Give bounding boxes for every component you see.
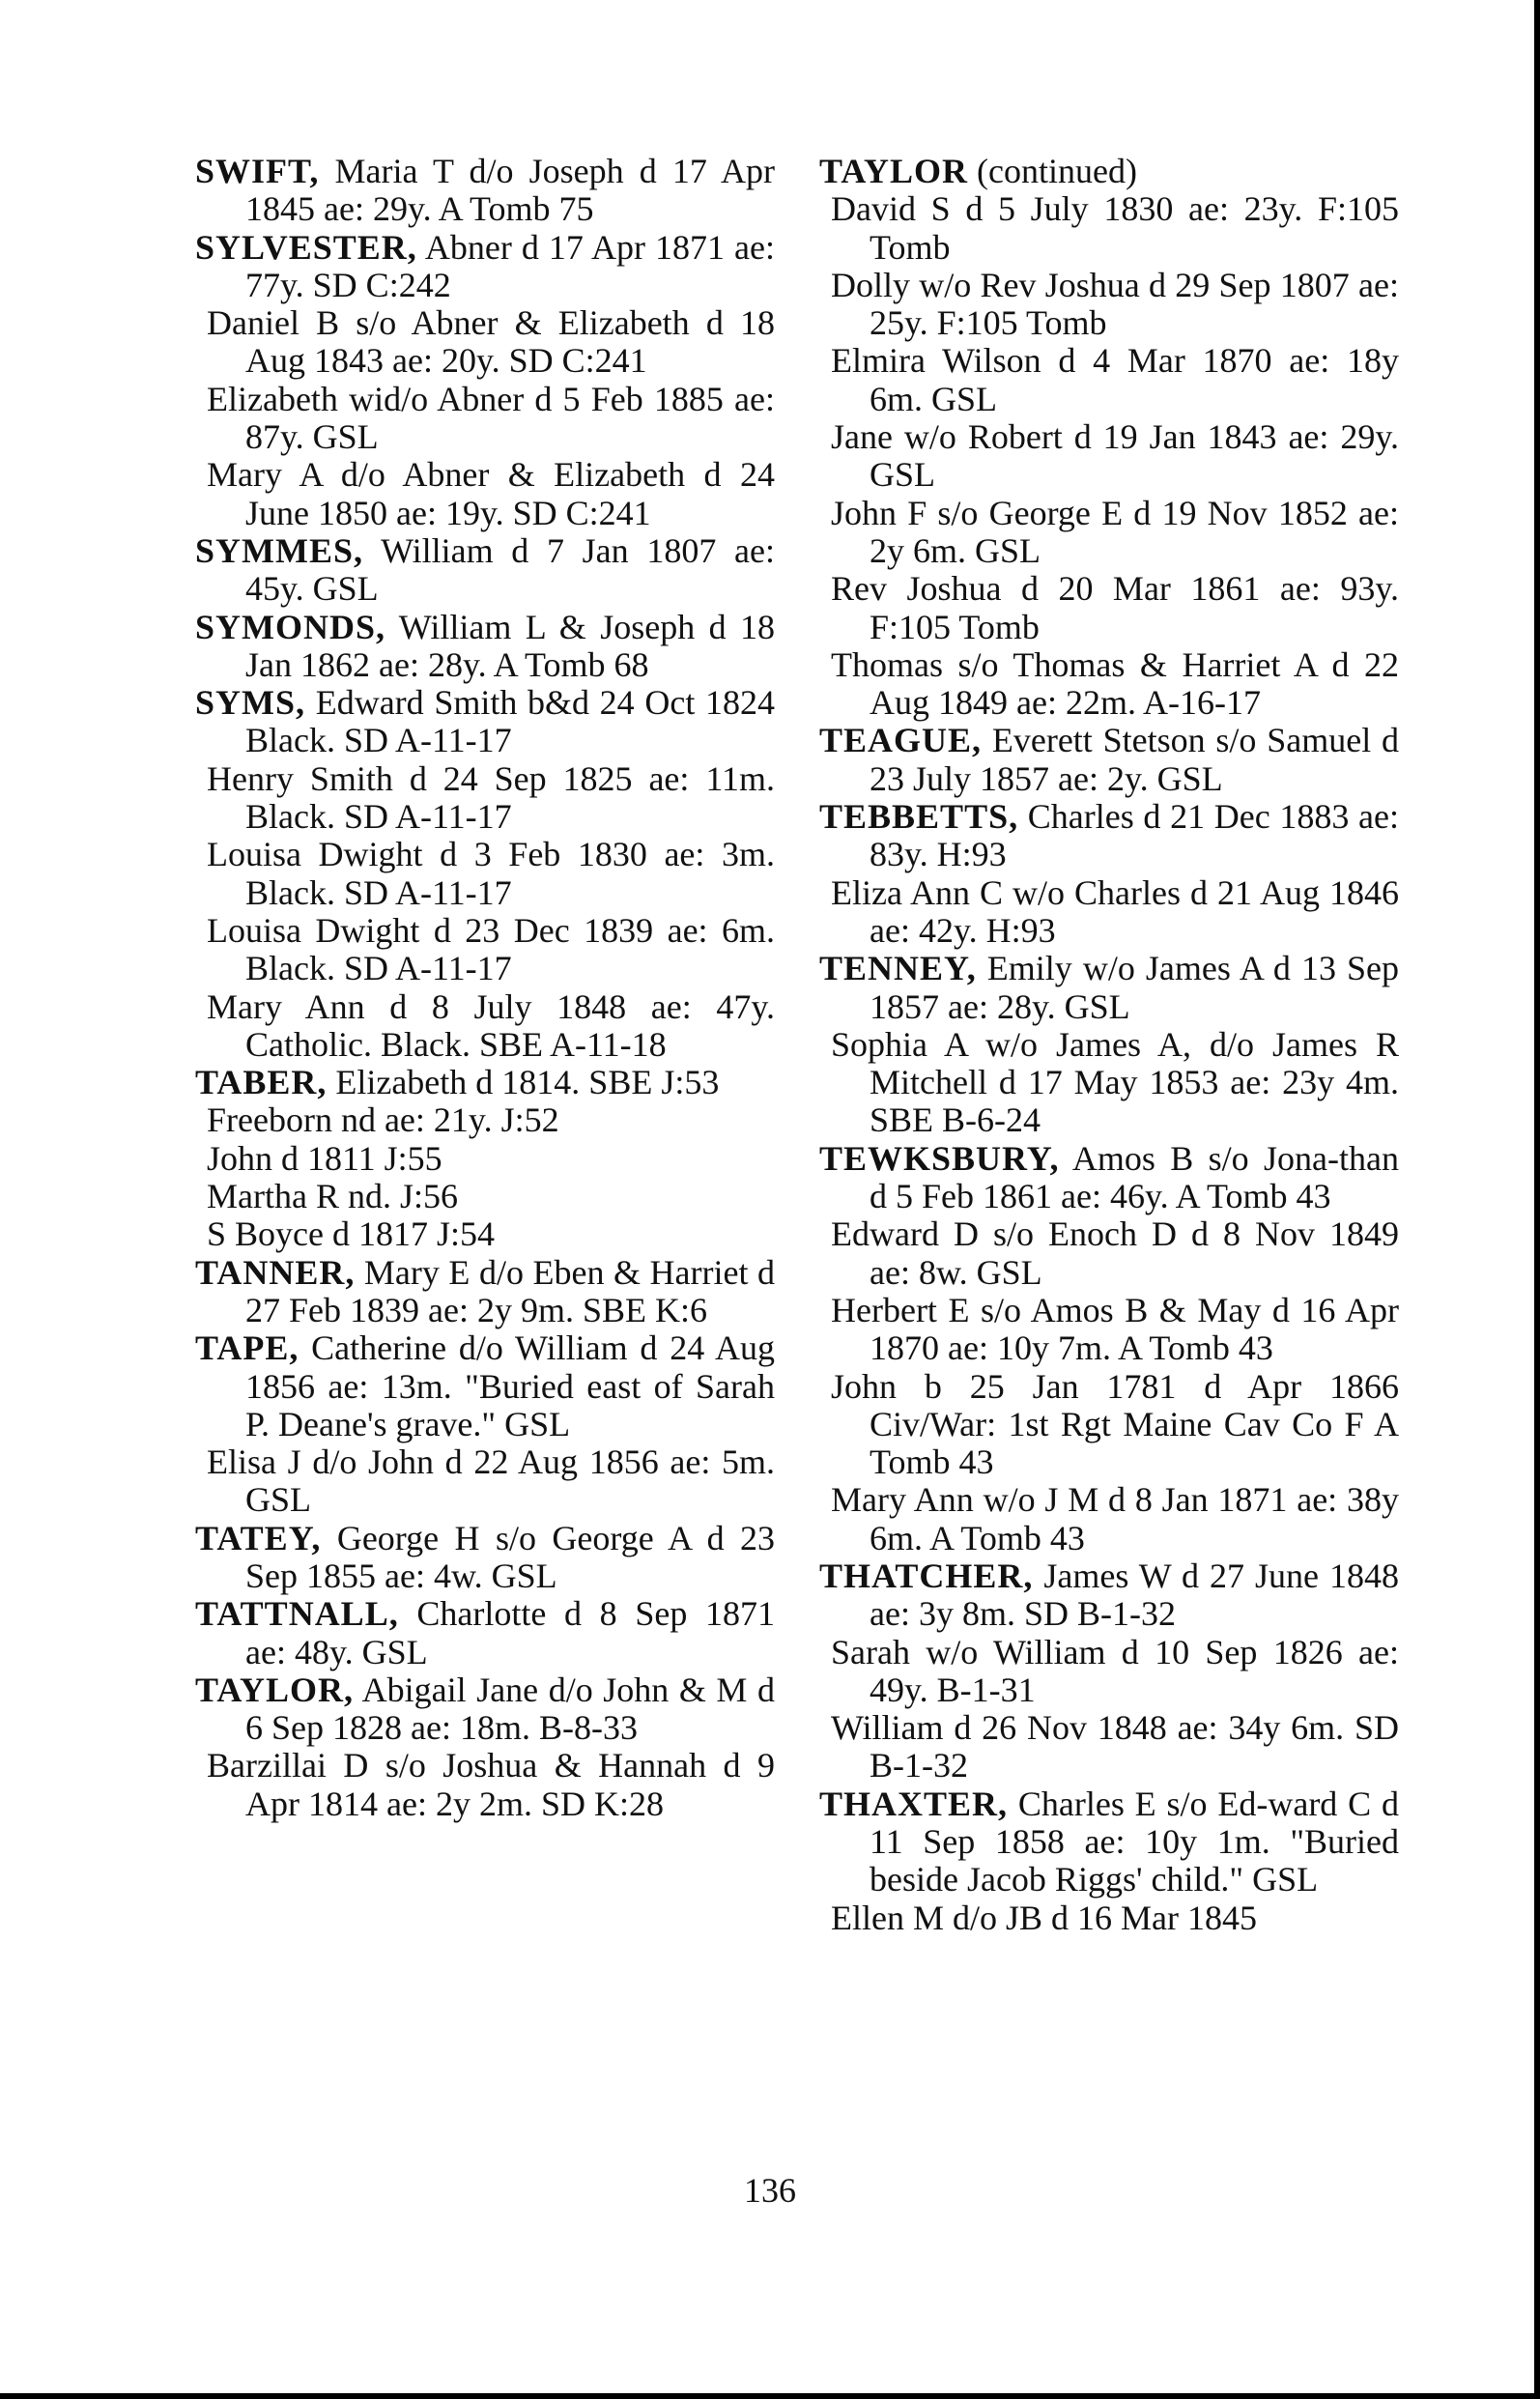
entry-text: Jane w/o Robert d 19 Jan 1843 ae: 29y. GSL xyxy=(831,417,1399,495)
entry-text: Elmira Wilson d 4 Mar 1870 ae: 18y 6m. GSL xyxy=(831,341,1399,418)
entry xyxy=(195,1747,775,1823)
entry-text: (continued) xyxy=(977,152,1137,190)
entry xyxy=(195,532,775,609)
entry xyxy=(819,798,1399,874)
entry-text: Freeborn nd ae: 21y. J:52 xyxy=(207,1100,559,1140)
entry xyxy=(819,570,1399,646)
entry xyxy=(195,609,775,685)
entry-surname: TATTNALL, xyxy=(195,1594,399,1634)
entry xyxy=(819,495,1399,571)
entry xyxy=(195,1329,775,1443)
entry-text: Dolly w/o Rev Joshua d 29 Sep 1807 ae: 25y. F:105 Tomb xyxy=(831,265,1399,343)
entry-text: John F s/o George E d 19 Nov 1852 ae: 2y 6m. GSL xyxy=(831,493,1399,570)
entry-text: Amos B s/o Jona-than d 5 Feb 1861 ae: 46y. A Tomb 43 xyxy=(870,1138,1399,1216)
entry xyxy=(195,1178,775,1215)
entry-text: William d 7 Jan 1807 ae: 45y. GSL xyxy=(245,530,775,609)
entry xyxy=(195,381,775,457)
entry-text: Emily w/o James A d 13 Sep 1857 ae: 28y. GSL xyxy=(870,949,1400,1026)
entry-text: William L & Joseph d 18 Jan 1862 ae: 28y. A Tomb 68 xyxy=(245,607,775,684)
entry-text: Mary E d/o Eben & Harriet d 27 Feb 1839 ae: 2y 9m. SBE K:6 xyxy=(245,1252,776,1329)
entry xyxy=(195,760,775,837)
entry xyxy=(819,1785,1399,1899)
entry-surname: TAYLOR xyxy=(819,152,969,190)
entry-surname: TAYLOR, xyxy=(195,1670,355,1709)
entry-surname: SYMS, xyxy=(195,683,306,723)
entry xyxy=(195,304,775,381)
entry xyxy=(819,950,1399,1026)
entry xyxy=(819,1368,1399,1482)
entry xyxy=(819,153,1399,190)
entry xyxy=(195,1064,775,1101)
entry-text: Edward Smith b&d 24 Oct 1824 Black. SD A-11-17 xyxy=(245,683,775,760)
entry-surname: SYLVESTER, xyxy=(195,227,417,267)
entry xyxy=(819,646,1399,723)
entry-text: Charles d 21 Dec 1883 ae: 83y. H:93 xyxy=(870,797,1399,874)
entry-text: Thomas s/o Thomas & Harriet A d 22 Aug 1849 ae: 22m. A-16-17 xyxy=(831,644,1399,723)
entry xyxy=(195,912,775,988)
entry-text: Mary Ann d 8 July 1848 ae: 47y. Catholic. Black. SBE A-11-18 xyxy=(207,986,775,1064)
entry xyxy=(195,836,775,912)
entry-text: Rev Joshua d 20 Mar 1861 ae: 93y. F:105 Tomb xyxy=(831,569,1399,646)
entry-surname: TATEY, xyxy=(195,1518,322,1557)
entry xyxy=(195,1443,775,1520)
entry-text: Elizabeth d 1814. SBE J:53 xyxy=(335,1063,720,1102)
entry xyxy=(819,342,1399,418)
entry xyxy=(819,267,1399,343)
entry-text: Elisa J d/o John d 22 Aug 1856 ae: 5m. GSL xyxy=(207,1442,775,1520)
entry-text: Barzillai D s/o Joshua & Hannah d 9 Apr 1814 ae: 2y 2m. SD K:28 xyxy=(207,1746,775,1823)
entry-surname: TEAGUE, xyxy=(819,721,983,760)
entry-text: Abigail Jane d/o John & M d 6 Sep 1828 ae: 18m. B-8-33 xyxy=(245,1670,776,1748)
entry xyxy=(195,1520,775,1596)
entry xyxy=(195,456,775,532)
entry-text: James W d 27 June 1848 ae: 3y 8m. SD B-1-32 xyxy=(870,1556,1399,1634)
entry-surname: TABER, xyxy=(195,1063,328,1102)
entry-text: John b 25 Jan 1781 d Apr 1866 Civ/War: 1st Rgt Maine Cav Co F A Tomb 43 xyxy=(831,1366,1399,1482)
entry xyxy=(819,1709,1399,1785)
entry-text: Charles E s/o Ed-ward C d 11 Sep 1858 ae: 10y 1m. "Buried beside Jacob Riggs' child." GSL xyxy=(870,1784,1399,1899)
entry-text: George H s/o George A d 23 Sep 1855 ae: 4w. GSL xyxy=(245,1518,776,1595)
entry-text: Louisa Dwight d 23 Dec 1839 ae: 6m. Black. SD A-11-17 xyxy=(207,910,775,988)
entry xyxy=(819,1292,1399,1368)
entry-text: Daniel B s/o Abner & Elizabeth d 18 Aug 1843 ae: 20y. SD C:241 xyxy=(207,303,775,381)
entry xyxy=(819,1026,1399,1140)
entry xyxy=(819,1215,1399,1292)
entry-surname: THATCHER, xyxy=(819,1556,1034,1595)
entry-text: Herbert E s/o Amos B & May d 16 Apr 1870 ae: 10y 7m. A Tomb 43 xyxy=(831,1290,1399,1368)
entry xyxy=(819,1481,1399,1557)
entry xyxy=(195,1140,775,1178)
entry-text: Eliza Ann C w/o Charles d 21 Aug 1846 ae: 42y. H:93 xyxy=(831,872,1399,950)
left-column xyxy=(195,153,775,1823)
entry xyxy=(819,874,1399,951)
entry-text: Mary Ann w/o J M d 8 Jan 1871 ae: 38y 6m. A Tomb 43 xyxy=(831,1480,1399,1557)
entry-text: Ellen M d/o JB d 16 Mar 1845 xyxy=(831,1898,1257,1937)
entry xyxy=(195,153,775,229)
entry-text: William d 26 Nov 1848 ae: 34y 6m. SD B-1-32 xyxy=(831,1708,1399,1785)
entry-text: Everett Stetson s/o Samuel d 23 July 1857 ae: 2y. GSL xyxy=(870,721,1400,798)
entry xyxy=(819,190,1399,267)
entry-text: Louisa Dwight d 3 Feb 1830 ae: 3m. Black. SD A-11-17 xyxy=(207,835,775,912)
entry-text: Mary A d/o Abner & Elizabeth d 24 June 1850 ae: 19y. SD C:241 xyxy=(207,455,775,532)
entry-surname: SYMMES, xyxy=(195,530,364,570)
entry-surname: TANNER, xyxy=(195,1252,356,1292)
entry xyxy=(195,1254,775,1330)
entry-surname: TENNEY, xyxy=(819,949,977,988)
entry xyxy=(819,418,1399,495)
entry xyxy=(195,1101,775,1139)
entry-surname: TAPE, xyxy=(195,1328,299,1368)
entry-surname: SWIFT, xyxy=(195,152,320,190)
entry xyxy=(195,684,775,760)
entry-surname: THAXTER, xyxy=(819,1784,1009,1823)
entry xyxy=(195,1595,775,1671)
entry-surname: TEBBETTS, xyxy=(819,797,1019,837)
entry-text: Catherine d/o William d 24 Aug 1856 ae: 13m. "Buried east of Sarah P. Deane's grave." GSL xyxy=(245,1328,776,1443)
entry xyxy=(819,1899,1399,1937)
entry xyxy=(819,722,1399,798)
entry-text: Charlotte d 8 Sep 1871 ae: 48y. GSL xyxy=(245,1594,776,1671)
entry-text: Abner d 17 Apr 1871 ae: 77y. SD C:242 xyxy=(245,227,775,304)
entry xyxy=(195,1215,775,1253)
entry-text: Martha R nd. J:56 xyxy=(207,1177,458,1216)
entry-text: John d 1811 J:55 xyxy=(207,1138,442,1178)
entry xyxy=(195,229,775,305)
entry-text: Maria T d/o Joseph d 17 Apr 1845 ae: 29y. A Tomb 75 xyxy=(245,152,775,229)
entry xyxy=(195,1671,775,1748)
entry xyxy=(819,1634,1399,1710)
entry-text: Henry Smith d 24 Sep 1825 ae: 11m. Black. SD A-11-17 xyxy=(207,758,775,837)
entry-text: David S d 5 July 1830 ae: 23y. F:105 Tomb xyxy=(831,189,1399,267)
entry-text: Edward D s/o Enoch D d 8 Nov 1849 ae: 8w. GSL xyxy=(831,1214,1399,1292)
entry-text: Elizabeth wid/o Abner d 5 Feb 1885 ae: 87y. GSL xyxy=(207,379,775,457)
entry-text: Sarah w/o William d 10 Sep 1826 ae: 49y. B-1-31 xyxy=(831,1632,1399,1709)
entry-text: S Boyce d 1817 J:54 xyxy=(207,1214,496,1254)
entry-text: Sophia A w/o James A, d/o James R Mitchell d 17 May 1853 ae: 23y 4m. SBE B-6-24 xyxy=(831,1024,1399,1140)
page-number: 136 xyxy=(744,2171,796,2210)
entry-surname: TEWKSBURY, xyxy=(819,1138,1060,1178)
right-column xyxy=(819,153,1399,1937)
entry xyxy=(819,1557,1399,1634)
entry-surname: SYMONDS, xyxy=(195,607,386,646)
entry xyxy=(195,988,775,1065)
entry xyxy=(819,1140,1399,1216)
